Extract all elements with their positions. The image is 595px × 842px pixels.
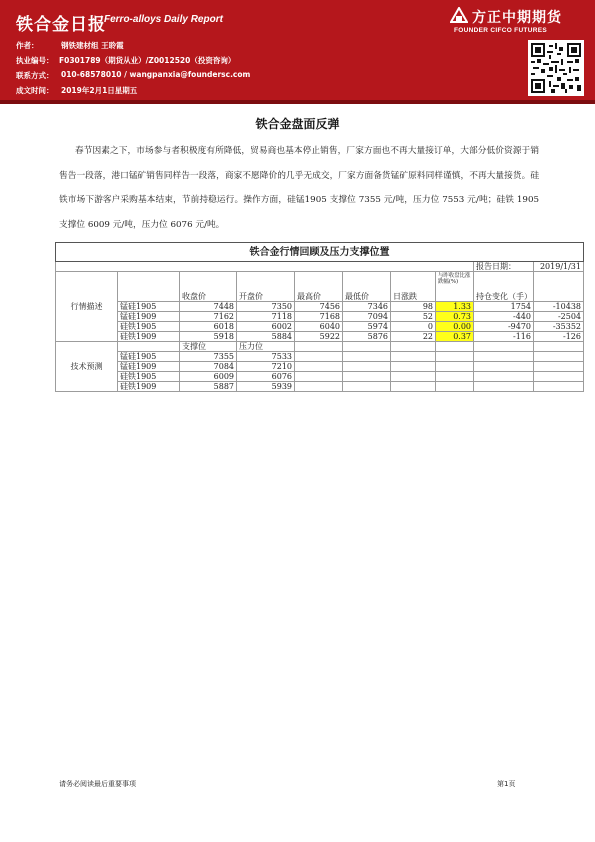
license-value: F0301789（期货从业）/Z0012520（投资咨询） — [59, 56, 236, 65]
header-support: 支撑位 — [180, 342, 237, 352]
table-row — [56, 382, 584, 392]
support-level: 5887 — [180, 382, 237, 392]
table-row — [56, 332, 584, 342]
date-label: 成文时间： — [16, 86, 54, 95]
table-row — [56, 322, 584, 332]
close-price: 5918 — [180, 332, 237, 342]
empty-cell — [534, 342, 584, 352]
report-subtitle: Ferro-alloys Daily Report — [104, 14, 223, 25]
empty-cell — [391, 362, 436, 372]
report-date-value: 2019/1/31 — [534, 262, 584, 272]
qr-code — [528, 40, 584, 96]
open-price: 6002 — [237, 322, 295, 332]
empty-cell — [474, 342, 534, 352]
low-price: 7346 — [343, 302, 391, 312]
close-price: 7162 — [180, 312, 237, 322]
author-label: 作者： — [16, 41, 39, 50]
empty-cell — [474, 382, 534, 392]
low-price: 7094 — [343, 312, 391, 322]
close-price: 6018 — [180, 322, 237, 332]
empty-cell — [436, 362, 474, 372]
header-pct-change: 与昨收盘比涨跌幅(%) — [436, 272, 474, 302]
empty-cell — [295, 342, 343, 352]
empty-cell — [295, 382, 343, 392]
header-resistance: 压力位 — [237, 342, 295, 352]
empty-cell — [391, 372, 436, 382]
header-close: 收盘价 — [180, 272, 237, 302]
open-price: 5884 — [237, 332, 295, 342]
daily-change: 52 — [391, 312, 436, 322]
open-price: 7350 — [237, 302, 295, 312]
tech-section-label: 技术预测 — [56, 342, 118, 392]
contact-line — [16, 70, 251, 81]
report-header — [0, 0, 595, 100]
pct-change: 0.73 — [436, 312, 474, 322]
close-price: 7448 — [180, 302, 237, 312]
high-price: 7456 — [295, 302, 343, 312]
pct-change: 0.37 — [436, 332, 474, 342]
market-table — [55, 242, 584, 392]
header-blank — [118, 342, 180, 352]
empty-cell — [474, 372, 534, 382]
empty-cell — [534, 352, 584, 362]
author-line — [16, 40, 124, 51]
header-low: 最低价 — [343, 272, 391, 302]
daily-change: 22 — [391, 332, 436, 342]
table-spacer — [56, 262, 474, 272]
empty-cell — [391, 382, 436, 392]
oi-change: -9470 — [474, 322, 534, 332]
contract-name: 锰硅1909 — [118, 312, 180, 322]
oi-change: 1754 — [474, 302, 534, 312]
article-body: 春节因素之下，市场参与者积极度有所降低，贸易商也基本停止销售，厂家方面也不再大量接订单，大部分低价资源于销售告一段落，港口锰矿销售同样告一段落，商家不愿降价的几乎无成交，厂家方面备货锰矿原料同样谨慎，不再大量接货。硅铁市场下游客户采购基本结束，节前持稳运行。操作方面，硅锰1905 支撑位 7355 元/吨，压力位 7553 元/吨；硅铁 1905 支撑位 6009 元/吨，压力位 6076 元/吨。 — [59, 146, 539, 230]
logo-text-en: FOUNDER CIFCO FUTURES — [454, 27, 547, 34]
empty-cell — [343, 382, 391, 392]
company-logo — [444, 6, 594, 36]
empty-cell — [391, 352, 436, 362]
header-blank — [118, 272, 180, 302]
logo-text-cn: 方正中期期货 — [472, 10, 562, 26]
open-price: 7118 — [237, 312, 295, 322]
header-oi-change: 持仓变化（手） — [474, 272, 534, 302]
empty-cell — [295, 372, 343, 382]
oi-change-2: -126 — [534, 332, 584, 342]
pct-change: 1.33 — [436, 302, 474, 312]
date-line — [16, 85, 138, 96]
empty-cell — [343, 362, 391, 372]
resistance-level: 6076 — [237, 372, 295, 382]
contact-value: 010-68578010 / wangpanxia@foundersc.com — [61, 70, 251, 79]
table-row — [56, 312, 584, 322]
resistance-level: 5939 — [237, 382, 295, 392]
empty-cell — [474, 362, 534, 372]
oi-change: -116 — [474, 332, 534, 342]
table-row — [56, 362, 584, 372]
high-price: 7168 — [295, 312, 343, 322]
empty-cell — [343, 352, 391, 362]
empty-cell — [391, 342, 436, 352]
header-open: 开盘价 — [237, 272, 295, 302]
article-title: 铁合金盘面反弹 — [255, 117, 340, 131]
empty-cell — [343, 342, 391, 352]
pct-change: 0.00 — [436, 322, 474, 332]
empty-cell — [436, 382, 474, 392]
contract-name: 锰硅1905 — [118, 352, 180, 362]
empty-cell — [534, 362, 584, 372]
high-price: 5922 — [295, 332, 343, 342]
low-price: 5974 — [343, 322, 391, 332]
qr-code-icon — [531, 43, 581, 93]
oi-change-2: -2504 — [534, 312, 584, 322]
support-level: 7355 — [180, 352, 237, 362]
support-level: 7084 — [180, 362, 237, 372]
table-row — [56, 352, 584, 362]
empty-cell — [295, 352, 343, 362]
table-row — [56, 302, 584, 312]
logo-mark-icon — [450, 7, 468, 23]
empty-cell — [534, 382, 584, 392]
oi-change-2: -35352 — [534, 322, 584, 332]
resistance-level: 7533 — [237, 352, 295, 362]
author-value: 钢铁建材组 王聆霞 — [61, 41, 124, 50]
low-price: 5876 — [343, 332, 391, 342]
contract-name: 硅铁1905 — [118, 322, 180, 332]
contract-name: 硅铁1905 — [118, 372, 180, 382]
contract-name: 硅铁1909 — [118, 332, 180, 342]
contract-name: 锰硅1909 — [118, 362, 180, 372]
footer-disclaimer: 请务必阅读最后重要事项 — [59, 780, 136, 788]
empty-cell — [534, 372, 584, 382]
contract-name: 硅铁1909 — [118, 382, 180, 392]
date-value: 2019年2月1日星期五 — [61, 86, 138, 95]
empty-cell — [474, 352, 534, 362]
empty-cell — [436, 352, 474, 362]
resistance-level: 7210 — [237, 362, 295, 372]
table-row — [56, 372, 584, 382]
contract-name: 锰硅1905 — [118, 302, 180, 312]
empty-cell — [295, 362, 343, 372]
empty-cell — [436, 372, 474, 382]
license-label: 执业编号： — [16, 56, 54, 65]
report-date-label: 报告日期： — [474, 262, 534, 272]
license-line — [16, 55, 236, 66]
market-section-label: 行情描述 — [56, 272, 118, 342]
high-price: 6040 — [295, 322, 343, 332]
header-blank — [534, 272, 584, 302]
header-high: 最高价 — [295, 272, 343, 302]
empty-cell — [436, 342, 474, 352]
report-title: 铁合金日报 — [16, 15, 106, 35]
table-title: 铁合金行情回顾及压力支撑位置 — [56, 243, 584, 262]
page-number: 第1页 — [497, 780, 516, 788]
empty-cell — [343, 372, 391, 382]
header-change: 日涨跌 — [391, 272, 436, 302]
daily-change: 98 — [391, 302, 436, 312]
oi-change-2: -10438 — [534, 302, 584, 312]
support-level: 6009 — [180, 372, 237, 382]
oi-change: -440 — [474, 312, 534, 322]
daily-change: 0 — [391, 322, 436, 332]
header-divider — [0, 100, 595, 104]
contact-label: 联系方式： — [16, 71, 54, 80]
